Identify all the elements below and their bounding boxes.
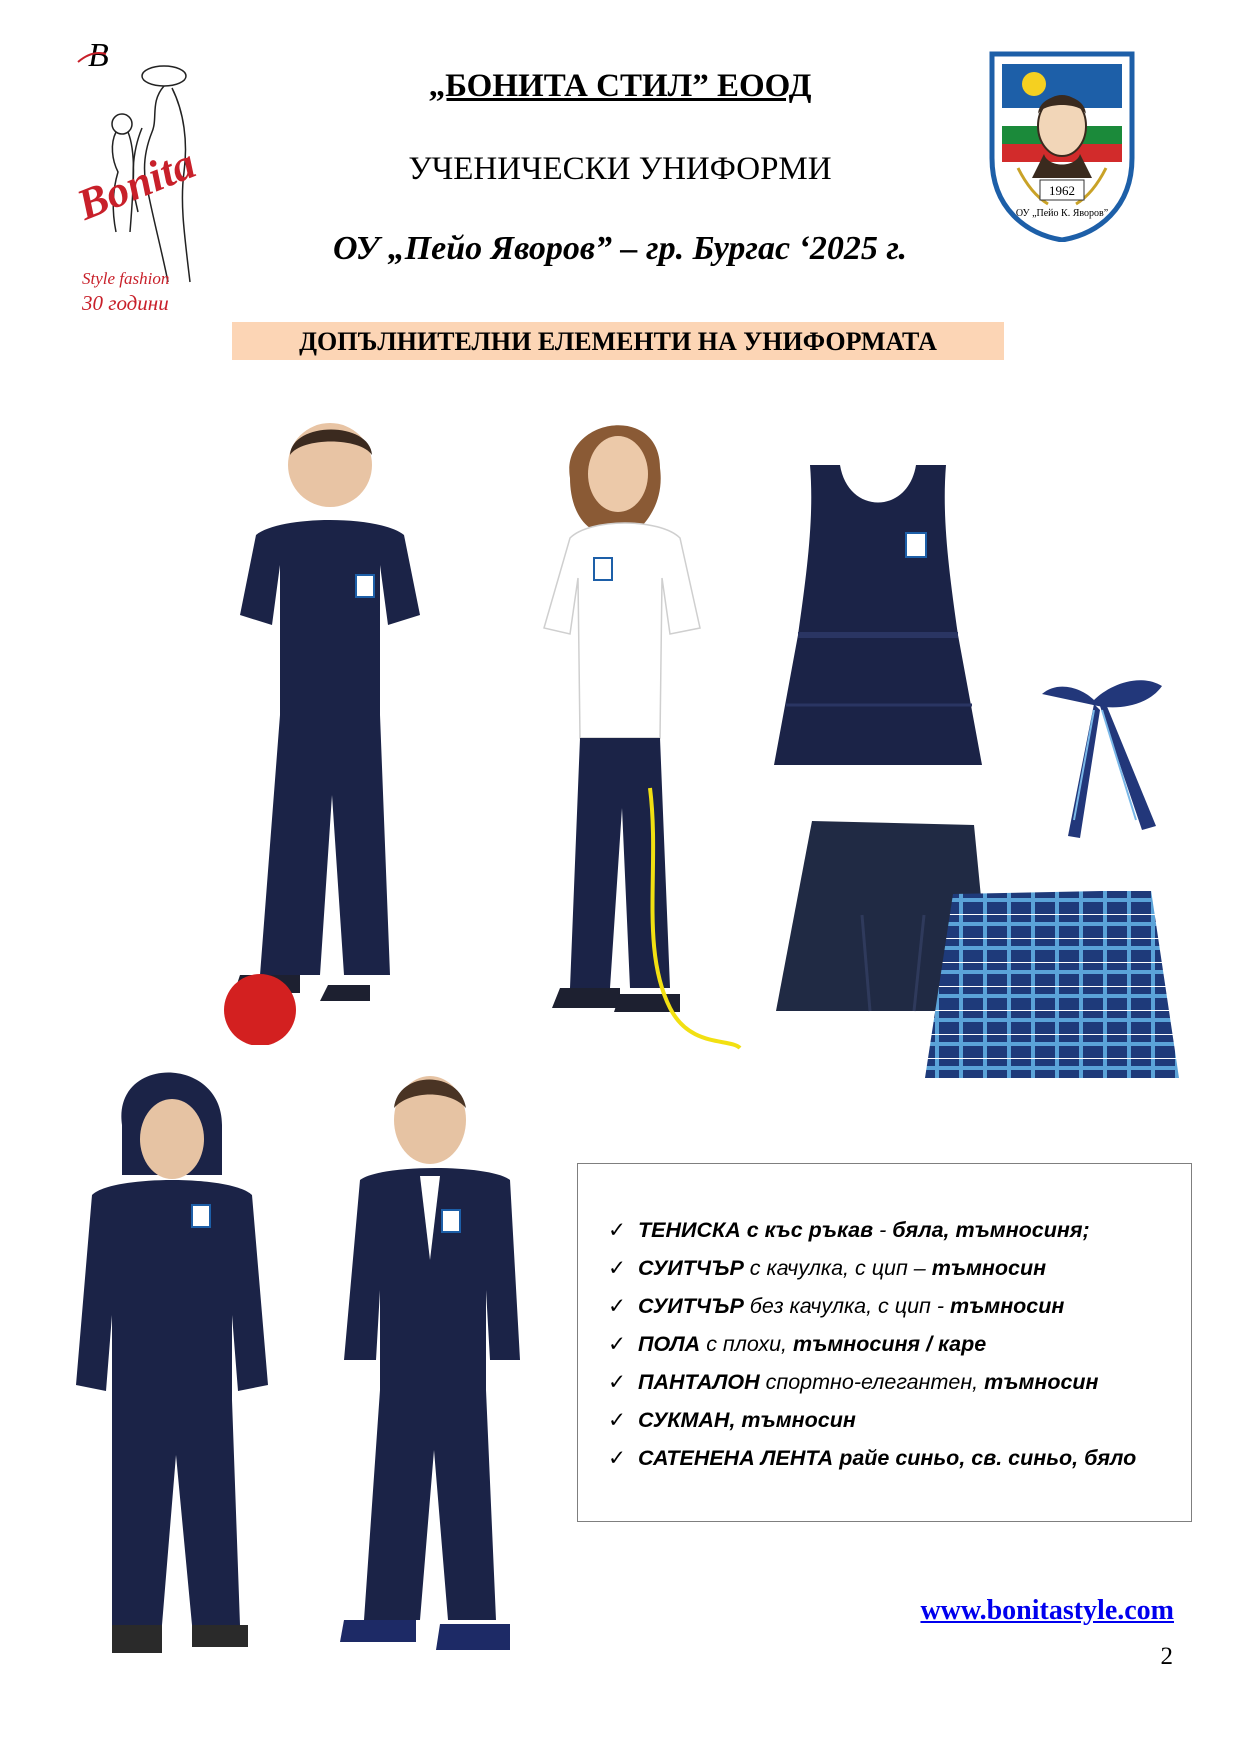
checkmark-icon: ✓ xyxy=(608,1256,627,1280)
crest-badge-icon xyxy=(594,558,612,580)
crest-badge-icon xyxy=(442,1210,460,1232)
company-name: „БОНИТА СТИЛ” ЕООД xyxy=(428,68,812,104)
photo-skirt-plaid xyxy=(925,888,1181,1088)
bonita-logo xyxy=(72,32,222,322)
checkmark-icon: ✓ xyxy=(608,1446,627,1470)
items-box xyxy=(577,1163,1192,1522)
crest-badge-icon xyxy=(356,575,374,597)
photo-dress xyxy=(758,455,998,777)
svg-text:Style fashion: Style fashion xyxy=(82,269,170,288)
section-heading: ДОПЪЛНИТЕЛНИ ЕЛЕМЕНТИ НА УНИФОРМАТА xyxy=(232,322,1004,360)
svg-text:ОУ „Пейо К. Яворов”: ОУ „Пейо К. Яворов” xyxy=(1015,208,1109,219)
checkmark-icon: ✓ xyxy=(608,1218,627,1242)
svg-text:Bonita: Bonita xyxy=(72,138,203,230)
school-crest-icon xyxy=(988,48,1136,242)
photo-boy-tshirt xyxy=(220,415,430,1045)
list-item: ✓ СУИТЧЪР без качулка, с цип - тъмносин xyxy=(608,1287,1191,1325)
checkmark-icon: ✓ xyxy=(608,1332,627,1356)
list-item: ✓ СУКМАН, тъмносин xyxy=(608,1401,1191,1439)
photo-ribbon xyxy=(1038,670,1168,840)
fashion-sketch-icon xyxy=(72,32,222,322)
list-item: ✓ САТЕНЕНА ЛЕНТА райе синьо, св. синьо, бяло xyxy=(608,1439,1191,1477)
photo-girl-tshirt xyxy=(530,408,770,1068)
checkmark-icon: ✓ xyxy=(608,1408,627,1432)
photo-boy-hoodie xyxy=(72,1055,282,1670)
checkmark-icon: ✓ xyxy=(608,1294,627,1318)
page-number: 2 xyxy=(1160,1643,1173,1670)
svg-text:1962: 1962 xyxy=(1049,183,1075,198)
items-list xyxy=(578,1164,1191,1477)
school-title: ОУ „Пейо Яворов” – гр. Бургас ‘2025 г. xyxy=(333,230,907,267)
list-item: ✓ СУИТЧЪР с качулка, с цип – тъмносин xyxy=(608,1249,1191,1287)
website-link[interactable]: www.bonitastyle.com xyxy=(920,1595,1174,1626)
school-emblem xyxy=(988,48,1136,242)
page-subtitle: УЧЕНИЧЕСКИ УНИФОРМИ xyxy=(408,151,832,187)
crest-badge-icon xyxy=(192,1205,210,1227)
list-item: ✓ ПОЛА с плохи, тъмносиня / каре xyxy=(608,1325,1191,1363)
svg-text:30 години: 30 години xyxy=(82,291,169,315)
checkmark-icon: ✓ xyxy=(608,1370,627,1394)
svg-text:B: B xyxy=(88,37,109,74)
list-item: ✓ ТЕНИСКА с къс ръкав - бяла, тъмносиня; xyxy=(608,1211,1191,1249)
photo-boy-zip-jacket xyxy=(300,1060,530,1675)
list-item: ✓ ПАНТАЛОН спортно-елегантен, тъмносин xyxy=(608,1363,1191,1401)
crest-badge-icon xyxy=(906,533,926,557)
